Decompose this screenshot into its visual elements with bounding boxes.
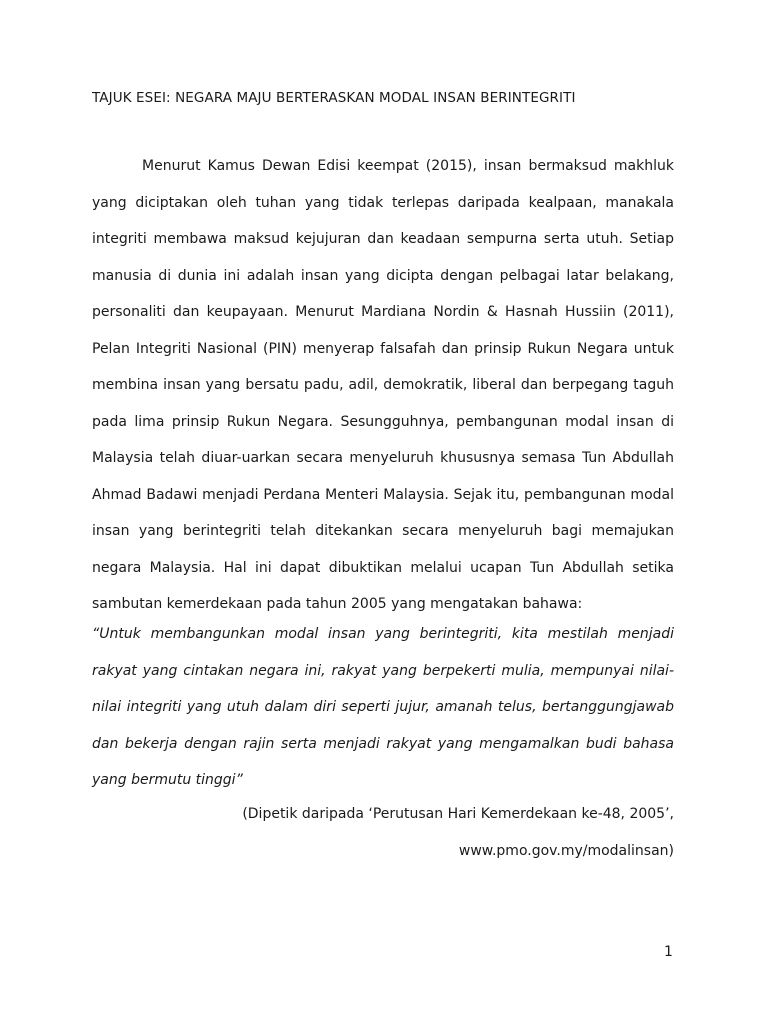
essay-title: TAJUK ESEI: NEGARA MAJU BERTERASKAN MODAL INSAN BERINTEGRITI bbox=[92, 90, 576, 106]
citation-source: (Dipetik daripada ‘Perutusan Hari Kemerdekaan ke-48, 2005’, bbox=[242, 806, 674, 822]
page-number: 1 bbox=[664, 944, 673, 960]
block-quote: “Untuk membangunkan modal insan yang berintegriti, kita mestilah menjadi rakyat yang cintakan negara ini, rakyat yang berpekerti mulia, mempunyai nilai-nilai integriti yang utuh dalam diri seperti jujur, amanah telus, bertanggungjawab dan bekerja dengan rajin serta menjadi rakyat yang mengamalkan budi bahasa yang bermutu tinggi” bbox=[92, 626, 674, 788]
body-paragraph: Menurut Kamus Dewan Edisi keempat (2015), insan bermaksud makhluk yang diciptakan oleh tuhan yang tidak terlepas daripada kealpaan, manakala integriti membawa maksud kejujuran dan keadaan sempurna serta utuh. Setiap manusia di dunia ini adalah insan yang dicipta dengan pelbagai latar belakang, personaliti dan keupayaan. Menurut Mardiana Nordin & Hasnah Hussiin (2011), Pelan Integriti Nasional (PIN) menyerap falsafah dan prinsip Rukun Negara untuk membina insan yang bersatu padu, adil, demokratik, liberal dan berpegang taguh pada lima prinsip Rukun Negara. Sesungguhnya, pembangunan modal insan di Malaysia telah diuar-uarkan secara menyeluruh khususnya semasa Tun Abdullah Ahmad Badawi menjadi Perdana Menteri Malaysia. Sejak itu, pembangunan modal insan yang berintegriti telah ditekankan secara menyeluruh bagi memajukan negara Malaysia. Hal ini dapat dibuktikan melalui ucapan Tun Abdullah setika sambutan kemerdekaan pada tahun 2005 yang mengatakan bahawa: bbox=[92, 158, 674, 612]
citation-url: www.pmo.gov.my/modalinsan) bbox=[458, 843, 674, 859]
